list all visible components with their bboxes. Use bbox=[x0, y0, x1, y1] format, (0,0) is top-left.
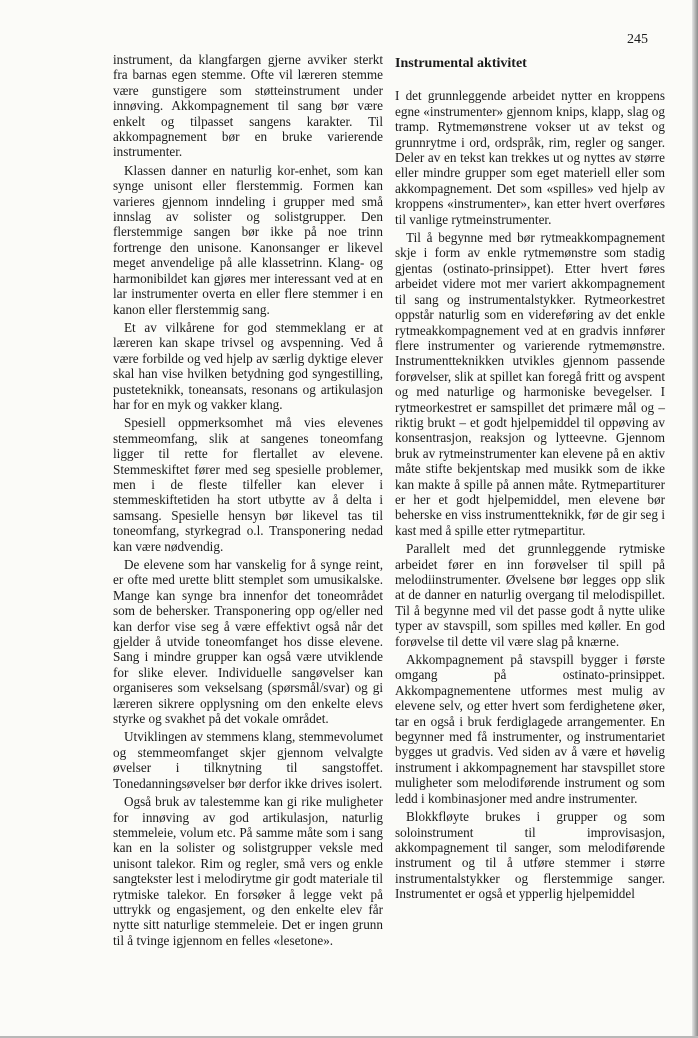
paragraph: Parallelt med det grunnleggende rytmiske arbeidet fører en inn forøvelser til spill på melodiinstrumenter. Øvelsene bør legges opp slik at de danner en naturlig overgang til melodispillet. Til å begynne med vil det passe godt å nytte ulike typer av stavspill, som spilles med køller. En god forøvelse til dette vil være slag på knærne. bbox=[395, 541, 665, 649]
paragraph: Et av vilkårene for god stemmeklang er at læreren kan skape trivsel og avspenning. Ved å være forbilde og ved hjelp av særlig dyktige elever skal han vise hvilken betydning god syngestilling, pusteteknikk, toneansats, resonans og artikulasjon har for en myk og vakker klang. bbox=[113, 319, 383, 412]
page-number: 245 bbox=[627, 32, 648, 47]
paragraph: instrument, da klangfargen gjerne avviker sterkt fra barnas egen stemme. Ofte vil læreren stemme være gunstigere som støtteinstrument under innøving. Akkompagnement til sang bør være enkelt og tilpasset sangens karakter. Til akkompagnement bør en bruke varierende instrumenter. bbox=[113, 52, 383, 160]
paragraph: Også bruk av talestemme kan gi rike muligheter for innøving av god artikulasjon, naturlig stemmeleie, volum etc. På samme måte som i sang kan en la solister og solistgrupper veksle med unisont talekor. Rim og regler, små vers og enkle sangtekster lest i melodirytme gir godt materiale til rytmiske talekor. En forsøker å legge vekt på uttrykk og engasjement, og den enkelte elev får nytte sitt naturlige stemmeleie. Det er ingen grunn til å tvinge igjennom en felles «lesetone». bbox=[113, 794, 383, 948]
section-heading: Instrumental aktivitet bbox=[395, 56, 527, 71]
paragraph: Akkompagnement på stavspill bygger i første omgang på ostinato-prinsippet. Akkompagnementene utformes mest mulig av elevene selv, og etter hvert som ferdighetene øker, tar en også i bruk ferdiglagede arrangementer. En begynner med få instrumenter, og instrumentariet bygges ut gradvis. Ved siden av å være et høvelig instrument i akkompagnement har stavspillet store muligheter som melodiførende instrument og som ledd i kombinasjoner med andre instrumenter. bbox=[395, 652, 665, 806]
left-column bbox=[113, 52, 383, 948]
paragraph: Utviklingen av stemmens klang, stemmevolumet og stemmeomfanget skjer gjennom velvalgte øvelser i tilknytning til sangstoffet. Tonedanningsøvelser bør derfor ikke drives isolert. bbox=[113, 729, 383, 791]
paragraph: Til å begynne med bør rytmeakkompagnement skje i form av enkle rytmemønstre som stadig gjentas (ostinato-prinsippet). Etter hvert føres arbeidet videre mot mer variert akkompagnement til sang og instrumentalstykker. Rytmeorkestret oppstår naturlig som en videreføring av det enkle rytmeakkompagnement ved at en gradvis innfører flere instrumenter og varierende rytmemønstre. Instrumentteknikken utvikles gjennom passende forøvelser, slik at spillet kan foregå fritt og avspent og med naturlige og harmoniske bevegelser. I rytmeorkestret er samspillet det primære mål og – riktig brukt – et godt hjelpemiddel til oppøving av konsentrasjon, reaksjon og lytteevne. Gjennom bruk av rytmeinstrumenter kan elevene på en aktiv måte stifte bekjentskap med musikk som de ikke kan makte å spille på annen måte. Rytmepartiturer er her et godt hjelpemiddel, men elevene bør beherske en viss instrumentteknikk, før de gir seg i kast med å spille etter rytmepartitur. bbox=[395, 230, 665, 538]
paragraph: De elevene som har vanskelig for å synge reint, er ofte med urette blitt stemplet som umusikalske. Mange kan synge bra innenfor det toneområdet som de behersker. Transponering opp og/eller ned kan derfor vise seg å være effektivt også når det gjelder å utvide toneomfanget hos disse elevene. Sang i mindre grupper kan også være utviklende for slike elever. Individuelle sangøvelser kan organiseres som vekselsang (spørsmål/svar) og gi læreren sikrere opplysning om den enkelte elevs styrke og svakhet på det vokale området. bbox=[113, 557, 383, 727]
paragraph: Blokkfløyte brukes i grupper og som soloinstrument til improvisasjon, akkompagnement til sanger, som melodiførende instrument og til å utføre stemmer i større instrumentalstykker og flerstemmige sanger. Instrumentet er også et ypperlig hjelpemiddel bbox=[395, 809, 665, 902]
paragraph: I det grunnleggende arbeidet nytter en kroppens egne «instrumenter» gjennom knips, klapp, slag og tramp. Rytmemønstrene vokser ut av tekst og grunnrytme i ord, ordspråk, rim, regler og sanger. Deler av en tekst kan trekkes ut og nyttes av større eller mindre grupper som eget materiell eller som akkompagnement. Det som «spilles» ved hjelp av kroppens «instrumenter», kan etter hvert overføres til vanlige rytmeinstrumenter. bbox=[395, 88, 665, 227]
page-edge-shadow bbox=[692, 0, 698, 1038]
paragraph: Spesiell oppmerksomhet må vies elevenes stemmeomfang, slik at sangenes toneomfang ligger til rette for flertallet av elevene. Stemmeskiftet fører med seg spesielle problemer, men i de fleste tilfeller kan elever i stemmeskiftetiden ha stort utbytte av å delta i samsang. Spesielle hensyn bør likevel tas til toneomfang, styrkegrad o.l. Transponering nedad kan være nødvendig. bbox=[113, 415, 383, 554]
right-column bbox=[395, 56, 665, 902]
paragraph: Klassen danner en naturlig kor-enhet, som kan synge unisont eller flerstemmig. Formen kan varieres gjennom inndeling i grupper med små innslag av solister og solistgrupper. Den flerstemmige sangen bør ikke på noe trinn fortrenge den unisone. Kanonsanger er likevel meget anvendelige på alle klassetrinn. Klang- og harmonibildet kan gjøres mer interessant ved at en lar instrumenter overta en eller flere stemmer i en kanon eller flerstemmig sang. bbox=[113, 162, 383, 317]
